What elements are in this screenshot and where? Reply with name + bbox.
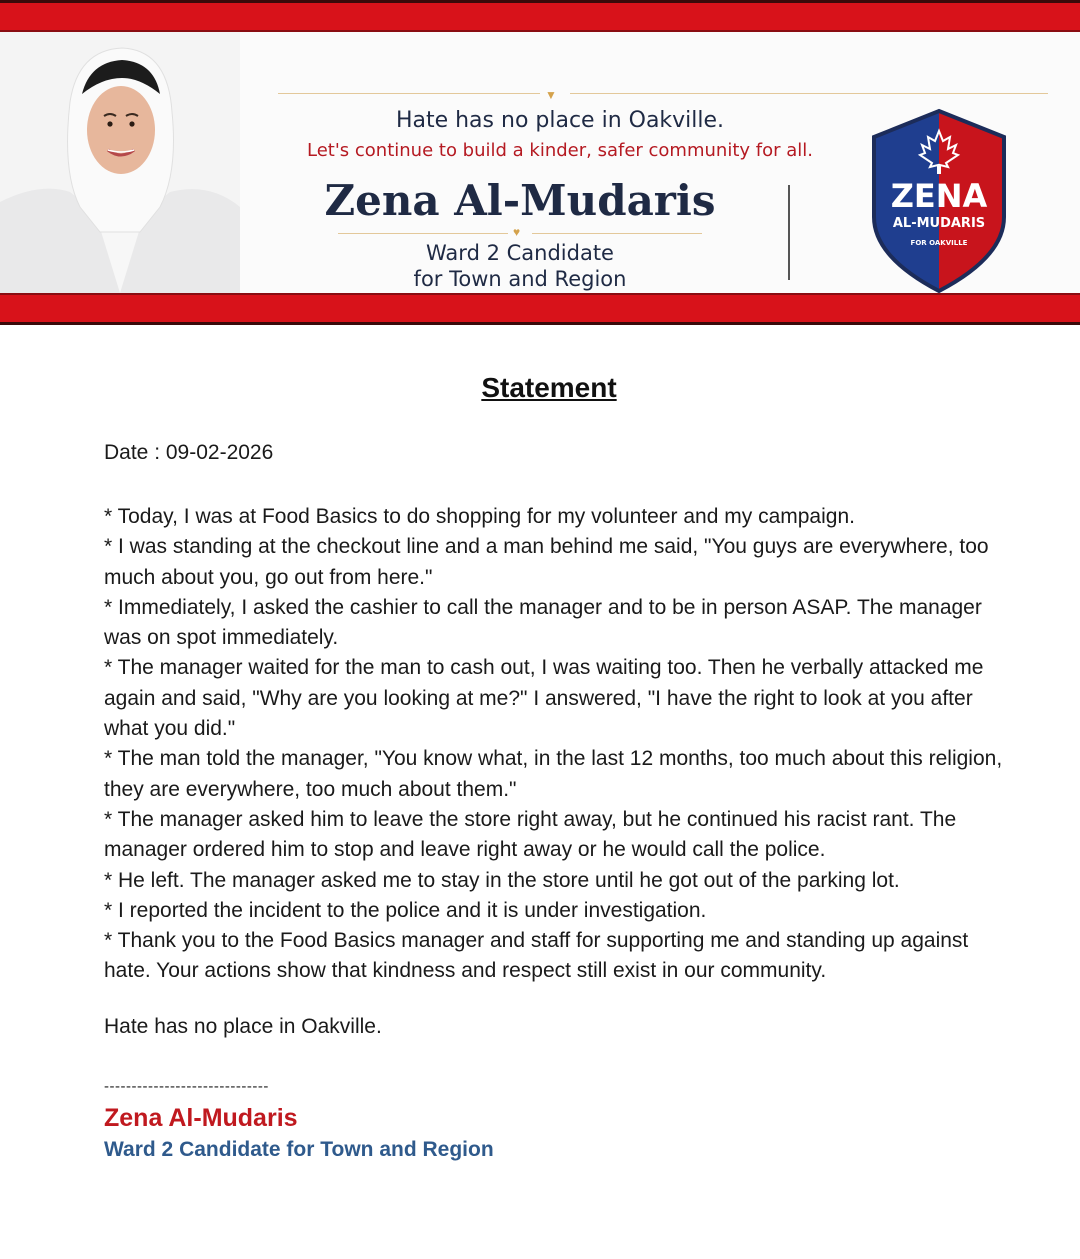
signature-name: Zena Al-Mudaris bbox=[104, 1104, 298, 1132]
statement-bullet: * He left. The manager asked me to stay in the store until he got out of the parking lot. bbox=[104, 868, 900, 892]
candidate-role-line2: for Town and Region bbox=[413, 267, 627, 291]
statement-bullet: * The manager asked him to leave the store right away, but he continued his racist rant. The manager ordered him to stop and leave right away or he would call the police. bbox=[104, 807, 957, 862]
statement-closing: Hate has no place in Oakville. bbox=[104, 1015, 382, 1038]
statement-bullet: * The manager waited for the man to cash out, I was waiting too. Then he verbally attacked me again and said, "Why are you looking at me?" I answered, "I have the right to look at you after what you did." bbox=[104, 656, 984, 741]
statement-title: Statement bbox=[481, 372, 617, 403]
statement-bullet: * The man told the manager, "You know what, in the last 12 months, too much about this religion, they are everywhere, too much about them." bbox=[104, 747, 1003, 801]
candidate-portrait bbox=[0, 32, 240, 293]
bottom-red-band bbox=[0, 293, 1080, 325]
statement-bullet: * I reported the incident to the police and it is under investigation. bbox=[104, 898, 707, 922]
logo-title: ZENA bbox=[890, 177, 988, 215]
header-subtagline: Let's continue to build a kinder, safer community for all. bbox=[307, 140, 813, 161]
top-red-band bbox=[0, 0, 1080, 32]
statement-bullet: * Thank you to the Food Basics manager and staff for supporting me and standing up against hate. Your actions show that kindness and respect still exist in our community. bbox=[104, 929, 969, 983]
candidate-name: Zena Al-Mudaris bbox=[324, 176, 716, 225]
candidate-role-line1: Ward 2 Candidate bbox=[426, 241, 614, 265]
signature-line: ------------------------------ bbox=[104, 1078, 269, 1095]
logo-small-text: FOR OAKVILLE bbox=[910, 239, 968, 247]
statement-bullet: * Today, I was at Food Basics to do shopping for my volunteer and my campaign. bbox=[104, 505, 855, 528]
statement-bullet: * I was standing at the checkout line and a man behind me said, "You guys are everywhere, too much about you, go out from here." bbox=[104, 535, 989, 589]
header-tagline: Hate has no place in Oakville. bbox=[395, 108, 725, 133]
gold-rule-bottom bbox=[338, 233, 508, 234]
statement-bullet: * Immediately, I asked the cashier to call the manager and to be in person ASAP. The manager was on spot immediately. bbox=[104, 595, 982, 650]
logo-subtitle: AL-MUDARIS bbox=[892, 216, 986, 231]
gold-rule-top-right bbox=[570, 93, 1048, 94]
statement-body bbox=[104, 502, 1004, 987]
campaign-logo bbox=[870, 107, 1008, 295]
heart-icon: ♥ bbox=[513, 225, 521, 239]
signature-role: Ward 2 Candidate for Town and Region bbox=[104, 1138, 494, 1161]
gold-rule-bottom-right bbox=[532, 233, 702, 234]
statement-date: Date : 09-02-2026 bbox=[104, 441, 274, 464]
header-divider bbox=[788, 185, 790, 280]
heart-icon: ▼ bbox=[545, 88, 557, 102]
gold-rule-top bbox=[278, 93, 540, 94]
